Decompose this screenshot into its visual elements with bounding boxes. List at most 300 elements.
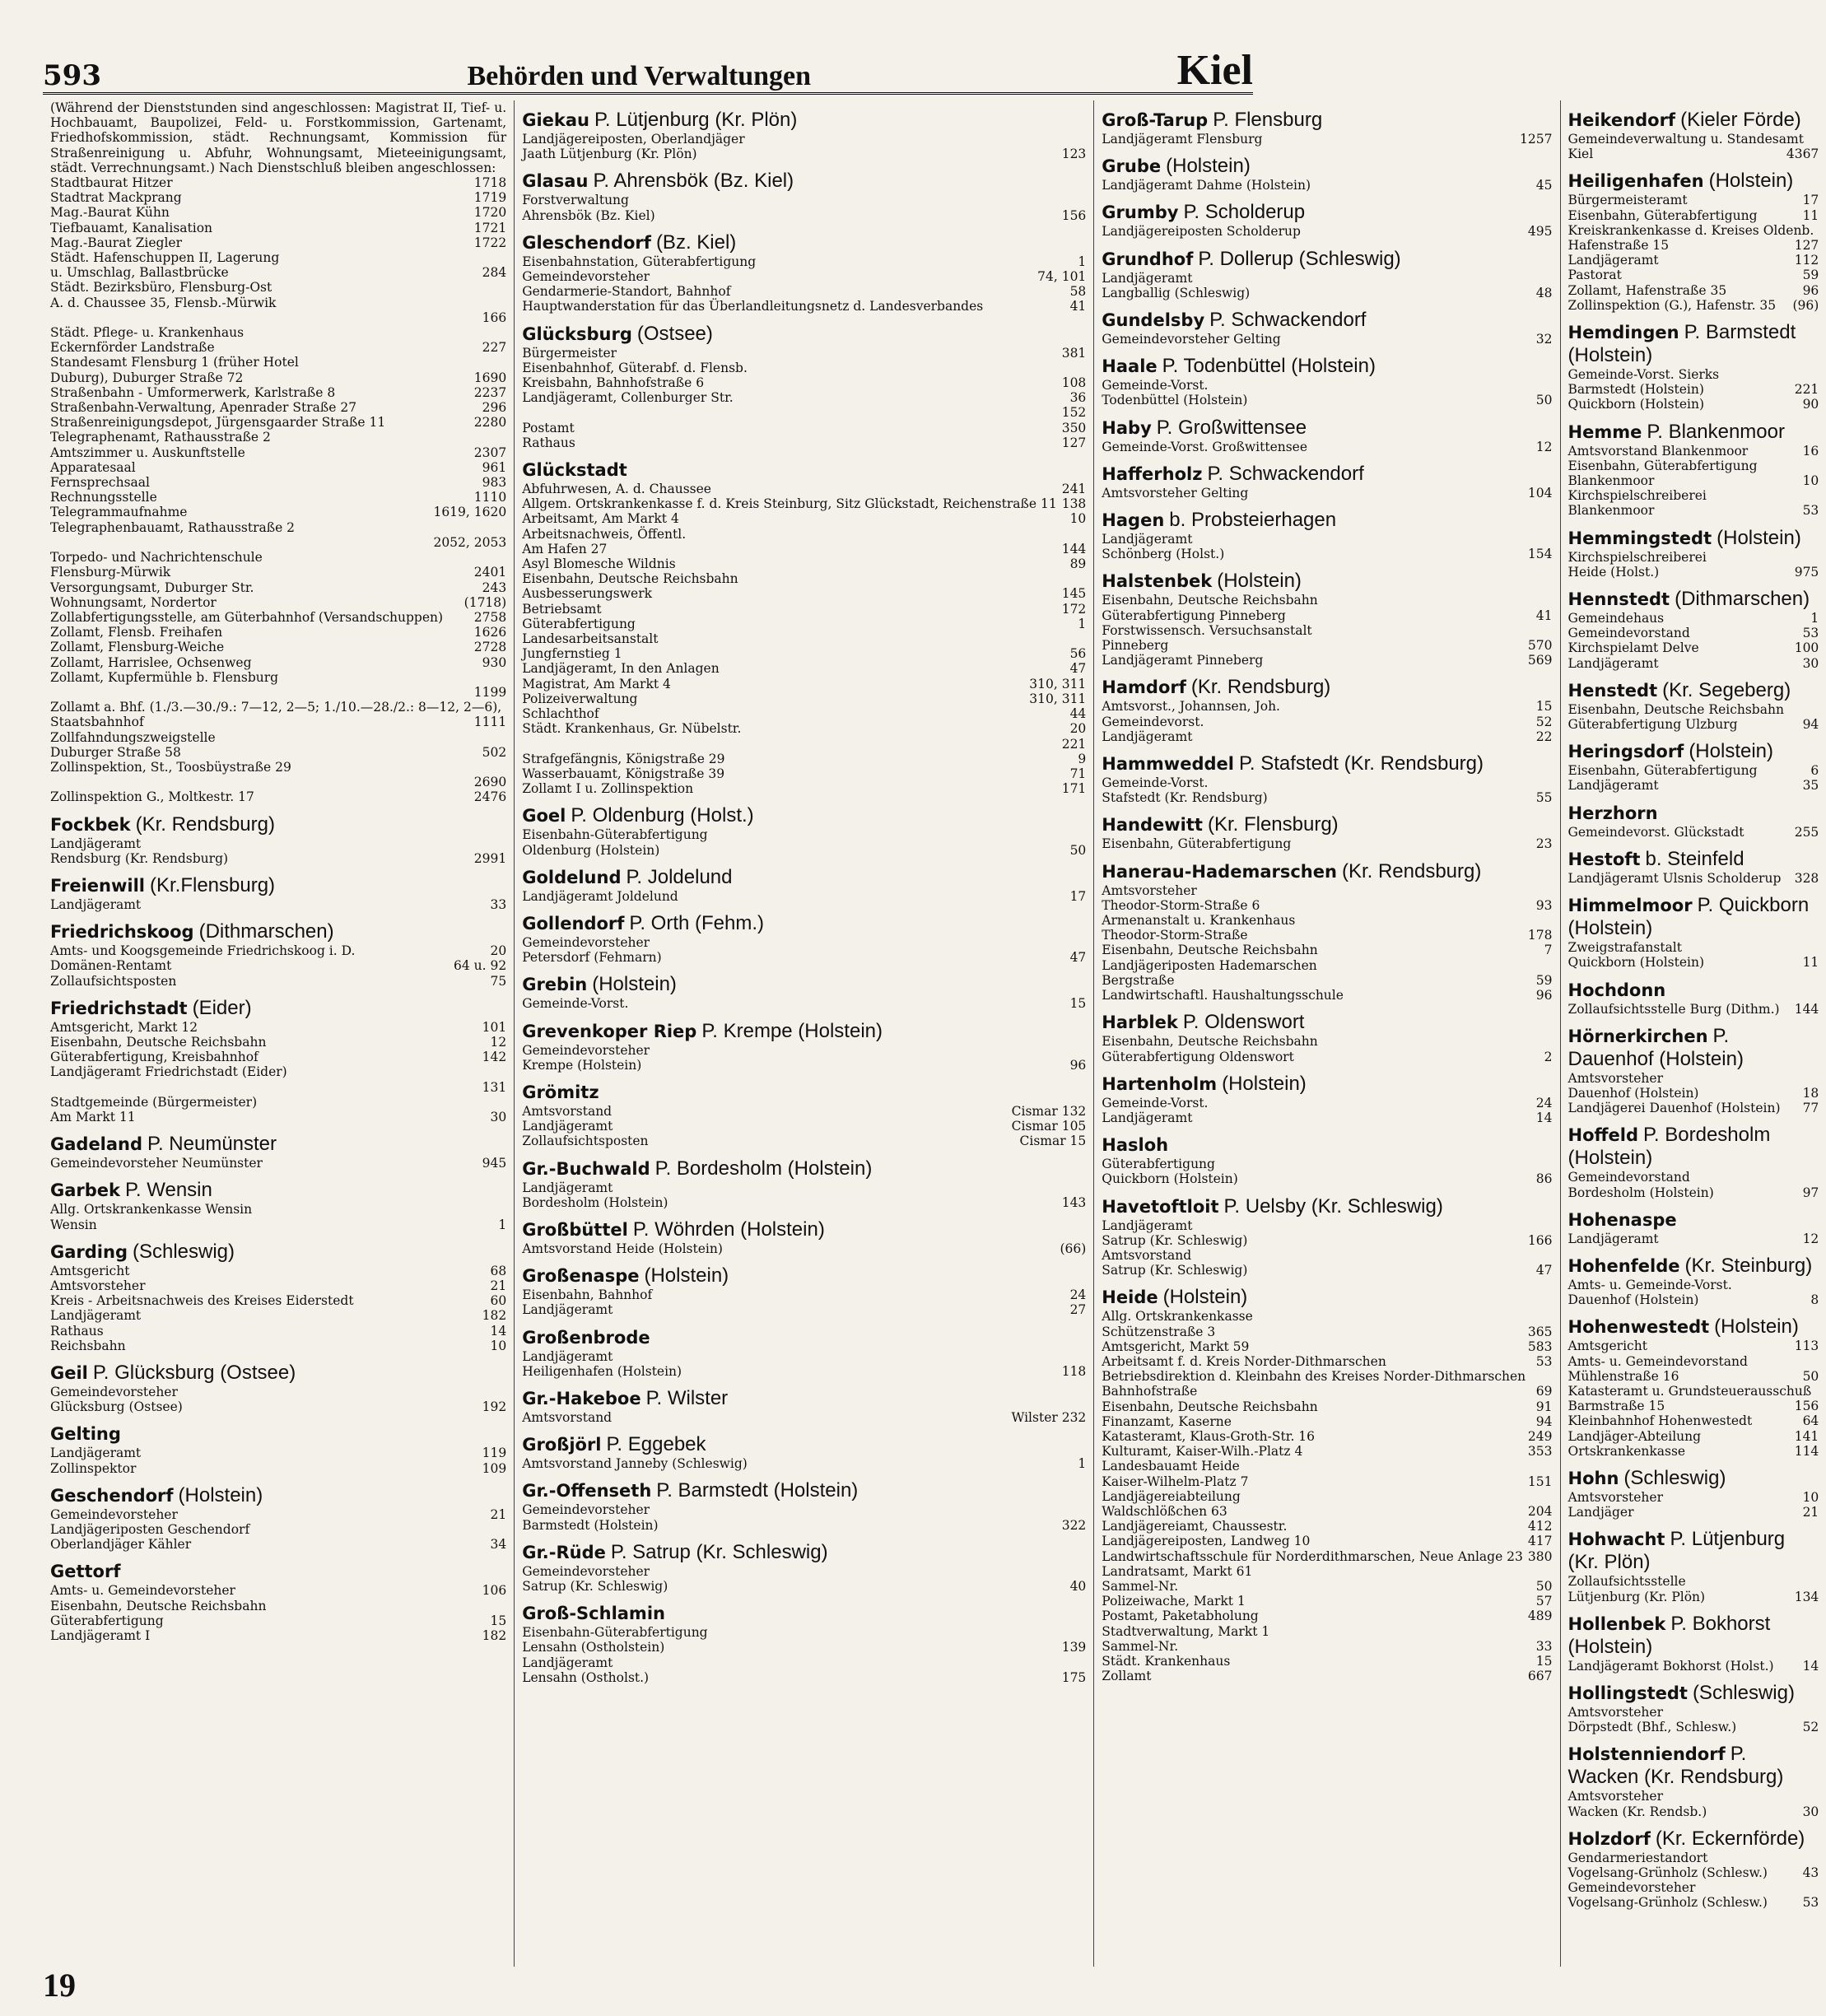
entry-line <box>1568 397 1819 412</box>
entry-label: Bordesholm (Holstein) <box>1567 1185 1714 1200</box>
place-heading <box>1568 679 1819 702</box>
entry-label: Gemeinde-Vorst. <box>1102 775 1209 791</box>
entry-value: 2280 <box>473 415 507 431</box>
entry-line <box>1568 1865 1819 1880</box>
place-name: Hohenfelde <box>1567 1255 1680 1276</box>
place-post: P. Oldenburg (Holst.) <box>571 804 754 827</box>
entry-label: Gemeindevorstand <box>1567 626 1690 641</box>
entry-line <box>522 1058 1086 1073</box>
entry-label: u. Umschlag, Ballastbrücke <box>50 265 229 281</box>
entry-line <box>1102 1171 1552 1186</box>
entry-line <box>1568 1429 1819 1444</box>
entry-value: 50 <box>1802 1368 1819 1384</box>
place-post: (Holstein) <box>1217 570 1302 593</box>
entry-label: Landjägeramt Dahme (Holstein) <box>1102 178 1311 193</box>
entry-label: Amtsvorstand Janneby (Schleswig) <box>522 1456 748 1472</box>
entry-label: Amts- u. Gemeindevorstand <box>1567 1353 1748 1369</box>
place-heading <box>1568 802 1819 825</box>
place-heading <box>522 1602 1086 1625</box>
entry-line <box>1102 638 1552 653</box>
place-post: P. Krempe (Holstein) <box>701 1019 883 1042</box>
entry-line <box>1102 1444 1552 1459</box>
entry-line <box>522 269 1086 284</box>
entry-value: 1257 <box>1520 132 1553 147</box>
entry-line <box>1568 1444 1819 1459</box>
entry-label: Zollamt, Hafenstraße 35 <box>1567 282 1727 298</box>
entry-line <box>50 685 506 700</box>
column-4 <box>1561 100 1826 1967</box>
entry-line <box>1568 283 1819 298</box>
entry-value: 90 <box>1802 397 1819 412</box>
entry-line <box>522 781 1086 796</box>
place-heading <box>1102 155 1552 178</box>
entry-label: Landjägereiamt, Chaussestr. <box>1102 1519 1288 1534</box>
place-post: P. Lütjenburg (Kr. Plön) <box>594 109 798 131</box>
entry-line <box>50 1628 506 1643</box>
place-post: (Kieler Förde) <box>1680 109 1801 131</box>
entry-value: 93 <box>1535 897 1553 913</box>
entry-value: 1 <box>1078 616 1087 631</box>
place-post: P. Oldenswort <box>1182 1011 1305 1034</box>
entry-value: 2991 <box>473 850 507 866</box>
entry-value: 9 <box>1078 751 1087 766</box>
entry-label: Landwirtschaftsschule für Norderdithmarschen, Neue Anlage 23 <box>1102 1548 1523 1564</box>
entry-line <box>522 556 1086 571</box>
entry-value: Cismar 132 <box>1011 1103 1087 1119</box>
place-post: P. Dauenhof (Holstein) <box>1567 1024 1744 1070</box>
entry-line <box>50 490 506 505</box>
entry-value: 86 <box>1535 1171 1553 1187</box>
entry-label: Amtszimmer u. Auskunftstelle <box>50 445 245 460</box>
entry-value: 1 <box>498 1217 507 1232</box>
entry-label: Bordesholm (Holstein) <box>522 1194 668 1210</box>
entry-line <box>1568 1071 1819 1086</box>
place-post: P. Glücksburg (Ostsee) <box>92 1362 296 1385</box>
place-heading <box>50 920 506 943</box>
entry-value: 1 <box>1078 254 1087 269</box>
entry-label: Amts- und Koogsgemeinde Friedrichskoog i. D. <box>50 943 356 959</box>
place-heading <box>1102 1195 1552 1218</box>
place-heading <box>1102 676 1552 699</box>
entry-line <box>1568 640 1819 655</box>
entry-label: Katasteramt, Klaus-Groth-Str. 16 <box>1102 1428 1316 1444</box>
entry-label: Rechnungsstelle <box>50 490 157 505</box>
entry-value: 75 <box>490 973 507 989</box>
place-post: P. Wacken (Kr. Rendsburg) <box>1567 1743 1784 1789</box>
entry-value: 53 <box>1535 1353 1553 1369</box>
entry-value: 53 <box>1802 1895 1819 1911</box>
place-name: Grebin <box>522 975 588 995</box>
entry-line <box>1102 1399 1552 1414</box>
entry-label: Gemeindevorst. <box>1102 714 1204 729</box>
place-name: Grumby <box>1102 203 1179 223</box>
entry-line <box>50 475 506 490</box>
entry-line <box>1102 286 1552 300</box>
entry-line <box>1102 1474 1552 1489</box>
entry-label: Langballig (Schleswig) <box>1102 285 1251 300</box>
entry-label: Zollabfertigungsstelle, am Güterbahnhof (Versandschuppen) <box>50 609 444 625</box>
place-heading <box>522 323 1086 346</box>
entry-line <box>50 296 506 310</box>
entry-value: 53 <box>1802 626 1819 641</box>
entry-value: 104 <box>1527 485 1553 501</box>
entry-value: 48 <box>1535 285 1553 300</box>
entry-line <box>522 1195 1086 1210</box>
entry-line <box>522 1502 1086 1517</box>
entry-label: Kaiser-Wilhelm-Platz 7 <box>1102 1474 1249 1489</box>
entry-value: 8 <box>1810 1292 1819 1308</box>
entry-line <box>50 190 506 205</box>
entry-line <box>522 1670 1086 1685</box>
entry-label: Zollinspektion (G.), Hafenstr. 35 <box>1567 297 1777 313</box>
place-heading <box>1102 309 1552 332</box>
entry-label: Städt. Hafenschuppen II, Lagerung <box>50 250 280 266</box>
entry-line <box>522 706 1086 721</box>
entry-label: Magistrat, Am Markt 4 <box>522 676 671 691</box>
entry-line <box>522 1043 1086 1058</box>
entry-label: Polizeiverwaltung <box>522 691 638 706</box>
entry-line <box>1568 1895 1819 1910</box>
entry-value: 143 <box>1061 1194 1087 1210</box>
entry-value: 310, 311 <box>1029 676 1087 691</box>
entry-value: 983 <box>482 475 507 491</box>
entry-label: Jungfernstieg 1 <box>522 646 622 662</box>
entry-line <box>50 340 506 355</box>
entry-line <box>1102 775 1552 790</box>
entry-label: Schönberg (Holst.) <box>1102 547 1225 562</box>
entry-label: Amtsvorsteher <box>1567 1070 1663 1086</box>
place-name: Garding <box>50 1241 128 1262</box>
entry-label: Ausbesserungswerk <box>522 586 653 602</box>
entry-label: Eisenbahn, Deutsche Reichsbahn <box>50 1598 267 1613</box>
place-heading <box>522 231 1086 254</box>
entry-line <box>50 445 506 460</box>
entry-label: Reichsbahn <box>50 1338 126 1353</box>
entry-value: 127 <box>1061 435 1087 450</box>
entry-value: 18 <box>1802 1085 1819 1101</box>
entry-value: 322 <box>1061 1517 1087 1533</box>
entry-label: Zollamt a. Bhf. (1./3.—30./9.: 7—12, 2—5; 1./10.—28./2.: 8—12, 2—6), <box>50 700 502 715</box>
entry-value: (66) <box>1060 1241 1087 1256</box>
entry-value: 23 <box>1535 836 1553 852</box>
place-post: (Eider) <box>192 996 252 1019</box>
entry-line <box>522 843 1086 858</box>
entry-label: Allg. Ortskrankenkasse Wensin <box>50 1202 253 1218</box>
entry-value: 33 <box>1535 1638 1553 1654</box>
entry-line <box>50 550 506 565</box>
entry-label: Landjägereiposten, Landweg 10 <box>1102 1534 1311 1549</box>
entry-label: Katasteramt u. Grundsteuerausschuß <box>1567 1383 1812 1399</box>
entry-line <box>1568 132 1819 147</box>
entry-value: 1626 <box>473 625 507 640</box>
place-post: P. Schwackendorf <box>1207 462 1364 485</box>
entry-label: Gemeindevorsteher <box>522 269 650 285</box>
entry-label: Bürgermeisteramt <box>1567 193 1688 208</box>
entry-line <box>50 235 506 250</box>
place-post: b. Steinfeld <box>1645 847 1744 870</box>
entry-value: 249 <box>1527 1428 1553 1444</box>
place-name: Garbek <box>50 1180 121 1201</box>
place-post: (Kr.Flensburg) <box>150 873 276 896</box>
entry-value: 60 <box>490 1293 507 1309</box>
entry-line <box>1102 1489 1552 1504</box>
entry-line <box>50 789 506 804</box>
entry-label: Postamt <box>522 420 575 435</box>
entry-value: 47 <box>1069 950 1087 966</box>
entry-line <box>1568 1659 1819 1674</box>
entry-label: Postamt, Paketabholung <box>1102 1609 1259 1624</box>
entry-line <box>50 1522 506 1537</box>
entry-label: Bahnhofstraße <box>1102 1384 1198 1399</box>
entry-label: Landjägeramt Joldelund <box>522 888 678 904</box>
entry-label: Theodor-Storm-Straße <box>1102 928 1248 943</box>
entry-line <box>1102 1248 1552 1263</box>
entry-line <box>1102 332 1552 347</box>
entry-value: 100 <box>1794 640 1819 656</box>
entry-label: Eisenbahn, Deutsche Reichsbahn <box>1102 943 1318 958</box>
entry-value: 16 <box>1802 443 1819 459</box>
place-name: Hamdorf <box>1102 677 1186 698</box>
entry-value: 12 <box>1535 439 1553 454</box>
entry-line <box>50 1446 506 1460</box>
entry-value: 284 <box>482 265 507 281</box>
entry-label: Bergstraße <box>1102 972 1175 988</box>
entry-label: Zollaufsichtsposten <box>522 1134 649 1149</box>
columns <box>43 100 1819 1967</box>
entry-line <box>1102 883 1552 898</box>
place-post: (Holstein) <box>1162 1286 1248 1309</box>
place-name: Gollendorf <box>522 913 625 934</box>
entry-label: Zollamt I u. Zollinspektion <box>522 781 694 797</box>
entry-line <box>1102 1096 1552 1110</box>
place-post: P. Lütjenburg (Kr. Plön) <box>1567 1528 1786 1574</box>
entry-label: Polizeiwache, Markt 1 <box>1102 1594 1246 1609</box>
entry-line <box>1568 1413 1819 1428</box>
entry-line <box>1102 378 1552 393</box>
entry-line <box>522 1655 1086 1670</box>
entry-label: Zollinspektion, St., Toosbüystraße 29 <box>50 759 291 775</box>
place-heading <box>1102 813 1552 836</box>
entry-label: Heiligenhafen (Holstein) <box>522 1363 682 1379</box>
entry-line <box>522 527 1086 542</box>
entry-line <box>522 361 1086 375</box>
entry-line <box>1568 473 1819 488</box>
entry-label: Landjägerei Dauenhof (Holstein) <box>1567 1101 1781 1116</box>
entry-line <box>1102 1384 1552 1399</box>
entry-value: 10 <box>490 1338 507 1353</box>
entry-label: Kreis - Arbeitsnachweis des Kreises Eiderstedt <box>50 1293 354 1309</box>
place-heading <box>1102 570 1552 593</box>
entry-value: 10 <box>1069 511 1087 527</box>
entry-line <box>1102 1669 1552 1683</box>
entry-value: 41 <box>1535 608 1553 623</box>
entry-label: Gemeindevorsteher <box>522 934 650 950</box>
place-post: P. Blankenmoor <box>1647 420 1785 443</box>
place-heading <box>1102 248 1552 271</box>
entry-value: 118 <box>1061 1363 1087 1379</box>
entry-line <box>1568 1369 1819 1384</box>
entry-value: 15 <box>490 1613 507 1628</box>
place-name: Haale <box>1102 356 1158 377</box>
entry-label: Gemeindevorsteher <box>50 1506 178 1522</box>
entry-label: Wacken (Kr. Rendsb.) <box>1567 1804 1707 1819</box>
place-name: Hanerau-Hademarschen <box>1102 861 1337 882</box>
entry-value: 2728 <box>473 640 507 655</box>
entry-value: 50 <box>1535 1578 1553 1594</box>
entry-label: Tiefbauamt, Kanalisation <box>50 220 213 235</box>
place-heading <box>50 1560 506 1583</box>
place-name: Gr.-Hakeboe <box>522 1388 641 1408</box>
entry-value: 14 <box>490 1323 507 1339</box>
entry-line <box>1568 702 1819 717</box>
entry-label: Güterabfertigung, Kreisbahnhof <box>50 1050 259 1065</box>
entry-label: Güterabfertigung <box>522 616 636 631</box>
entry-label: Gemeindevorst. Glückstadt <box>1567 824 1744 840</box>
entry-line <box>522 1180 1086 1195</box>
entry-label: Landjägeramt <box>1102 1110 1193 1125</box>
place-post: P. Flensburg <box>1213 109 1323 131</box>
entry-line <box>1102 547 1552 561</box>
entry-label: Strafgefängnis, Königstraße 29 <box>522 751 725 766</box>
entry-line <box>1102 132 1552 147</box>
entry-label: Zollaufsichtsposten <box>50 973 177 989</box>
entry-value: 1690 <box>473 370 507 385</box>
entry-value: 59 <box>1802 268 1819 283</box>
entry-label: Dauenhof (Holstein) <box>1567 1292 1699 1308</box>
place-heading <box>1568 1124 1819 1170</box>
entry-value: 96 <box>1069 1057 1087 1073</box>
place-post: P. Barmstedt (Holstein) <box>656 1479 859 1502</box>
entry-line <box>1102 898 1552 913</box>
entry-line <box>522 299 1086 314</box>
entry-value: 69 <box>1535 1384 1553 1399</box>
entry-value: 328 <box>1794 870 1819 886</box>
entry-value: 182 <box>482 1308 507 1324</box>
entry-line <box>1102 1263 1552 1278</box>
entry-label: Gendarmeriestandort <box>1567 1850 1708 1865</box>
entry-line <box>1102 1594 1552 1609</box>
entry-line <box>1568 1231 1819 1246</box>
entry-label: Kirchspielamt Delve <box>1567 640 1699 656</box>
entry-label: Landjägeramt <box>1102 1218 1193 1233</box>
entry-line <box>522 691 1086 706</box>
entry-label: Landjägeramt <box>50 896 142 912</box>
place-name: Geil <box>50 1363 88 1384</box>
entry-line <box>1568 1278 1819 1292</box>
entry-label: Lensahn (Ostholstein) <box>522 1640 665 1655</box>
place-name: Himmelmoor <box>1567 896 1693 916</box>
place-post: (Holstein) <box>1717 526 1801 549</box>
entry-label: Amts- u. Gemeindevorsteher <box>50 1583 235 1599</box>
entry-label: Eisenbahn, Güterabfertigung <box>1567 763 1758 779</box>
place-heading <box>1102 509 1552 532</box>
entry-line <box>1102 1339 1552 1354</box>
entry-line <box>1568 444 1819 459</box>
entry-label: Gemeindevorsteher <box>50 1385 178 1400</box>
entry-line <box>50 974 506 989</box>
entry-label: Güterabfertigung Ulzburg <box>1567 717 1738 733</box>
page-header <box>43 43 1253 95</box>
place-name: Heikendorf <box>1567 110 1676 130</box>
entry-label: Arbeitsamt f. d. Kreis Norder-Dithmarschen <box>1102 1353 1386 1369</box>
entry-label: Am Hafen 27 <box>522 541 608 556</box>
entry-value: 64 u. 92 <box>453 958 507 974</box>
entry-line <box>50 1035 506 1050</box>
place-heading <box>1102 417 1552 440</box>
entry-line <box>1102 1369 1552 1384</box>
entry-line <box>1102 1459 1552 1474</box>
entry-label: Amtsvorstand Heide (Holstein) <box>522 1241 723 1256</box>
entry-label: Landjägeramt <box>522 1302 613 1318</box>
place-post: b. Probsteierhagen <box>1169 509 1337 532</box>
place-name: Goel <box>522 806 566 826</box>
place-post: (Ostsee) <box>636 322 713 345</box>
entry-label: Armenanstalt u. Krankenhaus <box>1102 913 1296 929</box>
entry-label: Gendarmerie-Standort, Bahnhof <box>522 284 731 300</box>
entry-line <box>50 625 506 640</box>
entry-label: Landjäger <box>1567 1505 1634 1520</box>
entry-label: Betriebsamt <box>522 601 602 617</box>
entry-label: Eisenbahnhof, Güterabf. d. Flensb. <box>522 360 748 375</box>
entry-value: 11 <box>1802 207 1819 223</box>
place-name: Handewitt <box>1102 815 1203 836</box>
place-name: Holstenniendorf <box>1567 1744 1726 1765</box>
place-heading <box>1568 848 1819 871</box>
entry-value: 1110 <box>473 490 507 505</box>
place-post: (Kr. Rendsburg) <box>1341 859 1482 882</box>
entry-line <box>50 280 506 295</box>
entry-label: Waldschlößchen 63 <box>1102 1503 1227 1519</box>
entry-label: Telegrammaufnahme <box>50 505 188 520</box>
place-post: (Holstein) <box>1689 740 1774 763</box>
entry-line <box>522 1410 1086 1425</box>
entry-label: Rathaus <box>50 1323 104 1339</box>
entry-value: 17 <box>1069 888 1087 904</box>
column-1 <box>43 100 515 1967</box>
entry-line <box>50 595 506 610</box>
place-name: Hollingstedt <box>1567 1683 1688 1703</box>
entry-line <box>522 996 1086 1011</box>
place-heading <box>522 1081 1086 1104</box>
entry-label: Glücksburg (Ostsee) <box>50 1399 183 1415</box>
entry-label: Gemeindeverwaltung u. Standesamt <box>1567 132 1804 147</box>
entry-line <box>1102 271 1552 286</box>
entry-line <box>522 390 1086 405</box>
entry-value: 15 <box>1535 1654 1553 1669</box>
entry-value: 243 <box>482 580 507 595</box>
entry-label: Gemeinde-Vorst. <box>1102 1095 1209 1110</box>
entry-label: Mühlenstraße 16 <box>1567 1368 1679 1384</box>
entry-label: Eisenbahn, Güterabfertigung <box>1567 458 1758 473</box>
place-heading <box>1102 752 1552 775</box>
place-name: Heide <box>1102 1287 1158 1308</box>
place-name: Großjörl <box>522 1435 602 1455</box>
entry-value: 45 <box>1535 178 1553 193</box>
entry-label: Staatsbahnhof <box>50 715 144 730</box>
place-name: Hohwacht <box>1567 1529 1665 1550</box>
place-name: Großenbrode <box>522 1327 650 1348</box>
entry-label: Güterabfertigung <box>1102 1157 1215 1172</box>
entry-value: 33 <box>490 896 507 912</box>
entry-label: Zollaufsichtsstelle <box>1567 1574 1686 1590</box>
entry-label: Zollamt, Kupfermühle b. Flensburg <box>50 669 279 685</box>
place-heading <box>1568 109 1819 132</box>
entry-value: 15 <box>1535 699 1553 715</box>
entry-line <box>1102 178 1552 193</box>
entry-line <box>1568 1804 1819 1819</box>
entry-label: Oberlandjäger Kähler <box>50 1537 192 1553</box>
entry-line <box>50 310 506 325</box>
